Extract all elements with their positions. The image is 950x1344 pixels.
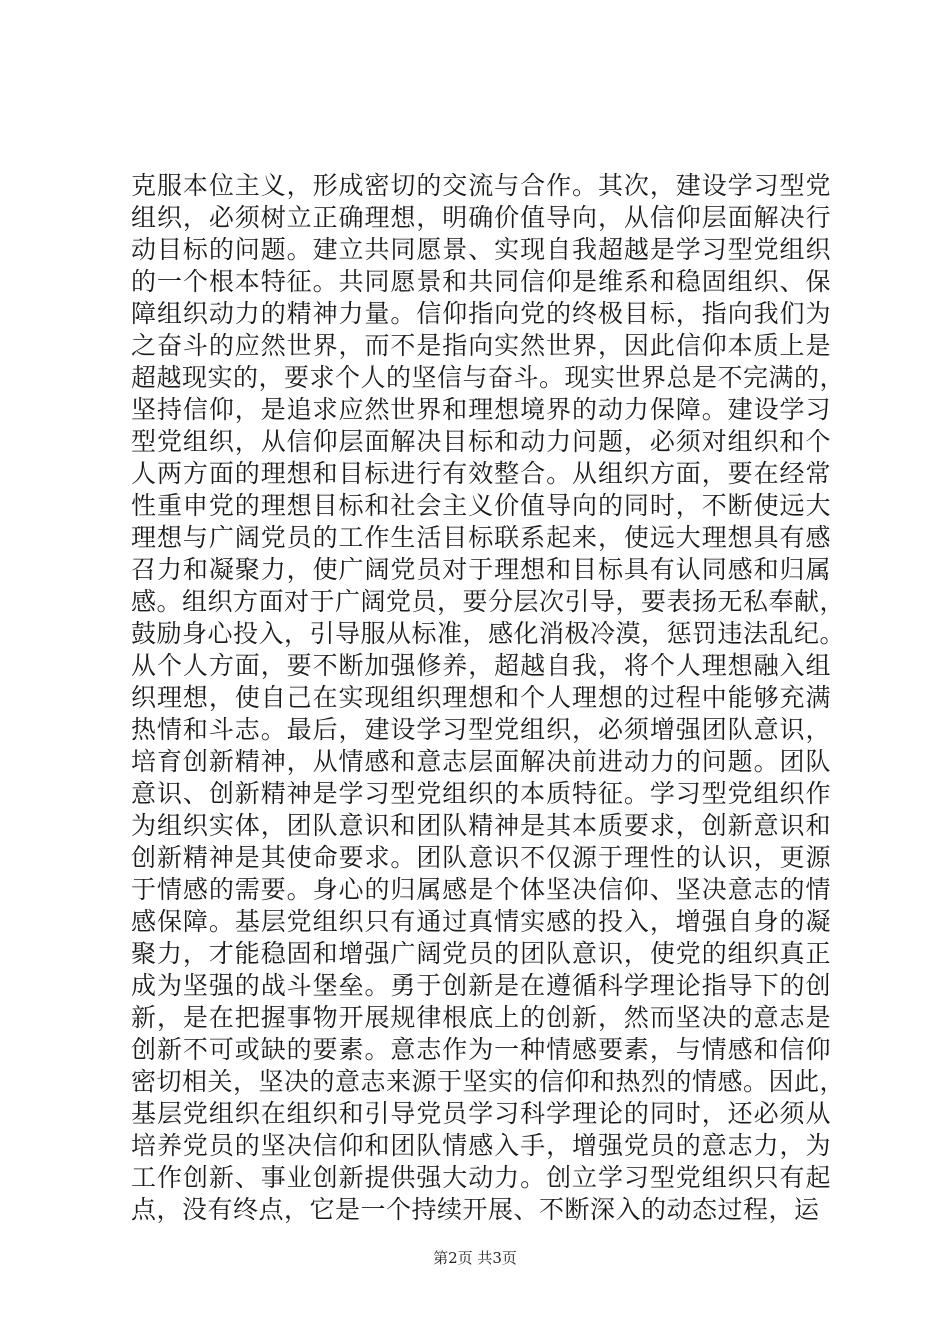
text-line: 坚持信仰，是追求应然世界和理想境界的动力保障。建设学习	[131, 395, 831, 424]
text-line: 超越现实的，要求个人的坚信与奋斗。现实世界总是不完满的，	[131, 363, 846, 392]
page-footer	[0, 1248, 950, 1268]
text-line: 召力和凝聚力，使广阔党员对于理想和目标具有认同感和归属	[131, 555, 831, 584]
text-line: 于情感的需要。身心的归属感是个体坚决信仰、坚决意志的情	[131, 875, 831, 904]
text-line: 成为坚强的战斗堡垒。勇于创新是在遵循科学理论指导下的创	[131, 971, 831, 1000]
text-line: 热情和斗志。最后，建设学习型党组织，必须增强团队意识，	[131, 715, 831, 744]
text-line: 人两方面的理想和目标进行有效整合。从组织方面，要在经常	[131, 459, 831, 488]
text-line: 意识、创新精神是学习型党组织的本质特征。学习型党组织作	[131, 779, 831, 808]
text-line: 之奋斗的应然世界，而不是指向实然世界，因此信仰本质上是	[131, 331, 831, 360]
text-line: 的一个根本特征。共同愿景和共同信仰是维系和稳固组织、保	[131, 267, 831, 296]
text-line: 基层党组织在组织和引导党员学习科学理论的同时，还必须从	[131, 1099, 831, 1128]
page-number-indicator: 第2页 共3页	[433, 1249, 517, 1267]
text-line: 新，是在把握事物开展规律根底上的创新，然而坚决的意志是	[131, 1003, 831, 1032]
text-line: 组织，必须树立正确理想，明确价值导向，从信仰层面解决行	[131, 203, 831, 232]
document-body	[131, 170, 846, 1226]
text-line: 障组织动力的精神力量。信仰指向党的终极目标，指向我们为	[131, 299, 831, 328]
text-line: 点，没有终点，它是一个持续开展、不断深入的动态过程，运	[131, 1195, 820, 1224]
text-line: 创新精神是其使命要求。团队意识不仅源于理性的认识，更源	[131, 843, 831, 872]
text-line: 为组织实体，团队意识和团队精神是其本质要求，创新意识和	[131, 811, 831, 840]
text-line: 创新不可或缺的要素。意志作为一种情感要素，与情感和信仰	[131, 1035, 831, 1064]
text-line: 克服本位主义，形成密切的交流与合作。其次，建设学习型党	[131, 171, 831, 200]
text-line: 性重申党的理想目标和社会主义价值导向的同时，不断使远大	[131, 491, 831, 520]
text-line: 工作创新、事业创新提供强大动力。创立学习型党组织只有起	[131, 1163, 831, 1192]
text-line: 鼓励身心投入，引导服从标准，感化消极冷漠，惩罚违法乱纪。	[131, 619, 846, 648]
text-line: 感保障。基层党组织只有通过真情实感的投入，增强自身的凝	[131, 907, 831, 936]
text-line: 从个人方面，要不断加强修养，超越自我，将个人理想融入组	[131, 651, 831, 680]
text-line: 聚力，才能稳固和增强广阔党员的团队意识，使党的组织真正	[131, 939, 831, 968]
text-line: 理想与广阔党员的工作生活目标联系起来，使远大理想具有感	[131, 523, 831, 552]
text-line: 培养党员的坚决信仰和团队情感入手，增强党员的意志力，为	[131, 1131, 831, 1160]
text-line: 动目标的问题。建立共同愿景、实现自我超越是学习型党组织	[131, 235, 831, 264]
text-line: 型党组织，从信仰层面解决目标和动力问题，必须对组织和个	[131, 427, 831, 456]
text-line: 织理想，使自己在实现组织理想和个人理想的过程中能够充满	[131, 683, 831, 712]
text-line: 密切相关，坚决的意志来源于坚实的信仰和热烈的情感。因此，	[131, 1067, 846, 1096]
text-line: 培育创新精神，从情感和意志层面解决前进动力的问题。团队	[131, 747, 831, 776]
text-line: 感。组织方面对于广阔党员，要分层次引导，要表扬无私奉献，	[131, 587, 846, 616]
